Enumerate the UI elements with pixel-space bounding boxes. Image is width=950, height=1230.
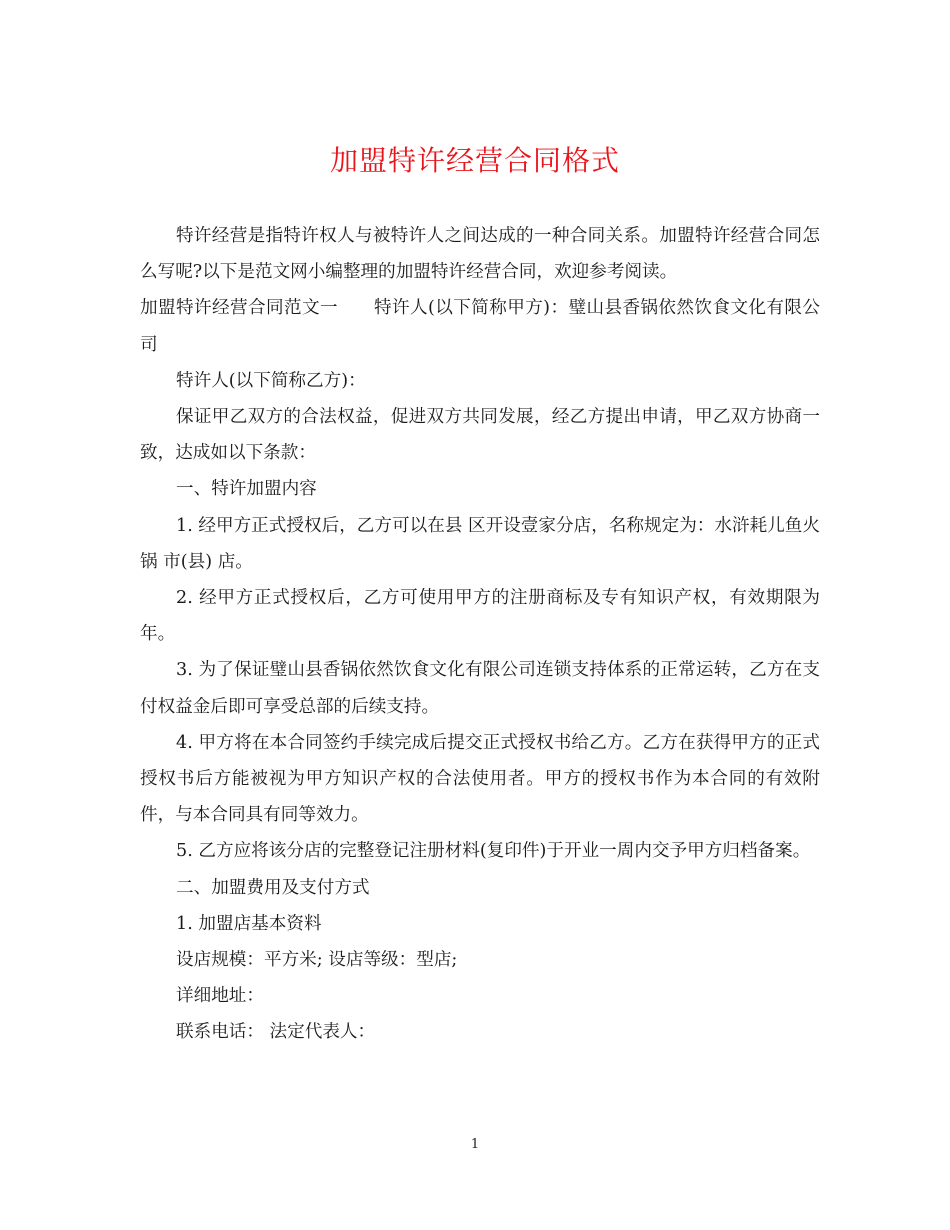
contact-line: 联系电话： 法定代表人： [176,1022,376,1043]
party-b-line: 特许人(以下简称乙方)： [176,370,366,391]
clause-1-4: 4. 甲方将在本合同签约手续完成后提交正式授权书给乙方。乙方在获得甲方的正式授权书后方能被视为甲方知识产权的合法使用者。甲方的授权书作为本合同的有效附件，与本合同具有同等效力。 [140,732,820,826]
section-heading-2: 二、加盟费用及支付方式 [176,877,370,898]
address-line: 详细地址： [176,986,264,1007]
document-body [140,218,820,1051]
contract-sample-heading: 加盟特许经营合同范文一 特许人(以下简称甲方)：璧山县香锅依然饮食文化有限公司 [140,298,820,355]
clause-1-2: 2. 经甲方正式授权后，乙方可使用甲方的注册商标及专有知识产权，有效期限为年。 [140,588,820,645]
agreement-preamble: 保证甲乙双方的合法权益，促进双方共同发展，经乙方提出申请，甲乙双方协商一致，达成如以下条款： [140,407,820,464]
clause-1-5: 5. 乙方应将该分店的完整登记注册材料(复印件)于开业一周内交予甲方归档备案。 [176,841,811,862]
store-scale-line: 设店规模：平方米; 设店等级：型店; [176,950,458,971]
clause-1-1: 1. 经甲方正式授权后，乙方可以在县 区开设壹家分店，名称规定为：水浒耗儿鱼火锅 市(县) 店。 [140,515,820,572]
section-heading-1: 一、特许加盟内容 [176,479,317,500]
page-number: 1 [470,1137,480,1152]
clause-1-3: 3. 为了保证璧山县香锅依然饮食文化有限公司连锁支持体系的正常运转，乙方在支付权益金后即可享受总部的后续支持。 [140,660,820,717]
document-title: 加盟特许经营合同格式 [329,144,620,177]
clause-2-1: 1. 加盟店基本资料 [176,913,322,934]
intro-paragraph: 特许经营是指特许权人与被特许人之间达成的一种合同关系。加盟特许经营合同怎么写呢?以下是范文网小编整理的加盟特许经营合同，欢迎参考阅读。 [140,226,820,283]
